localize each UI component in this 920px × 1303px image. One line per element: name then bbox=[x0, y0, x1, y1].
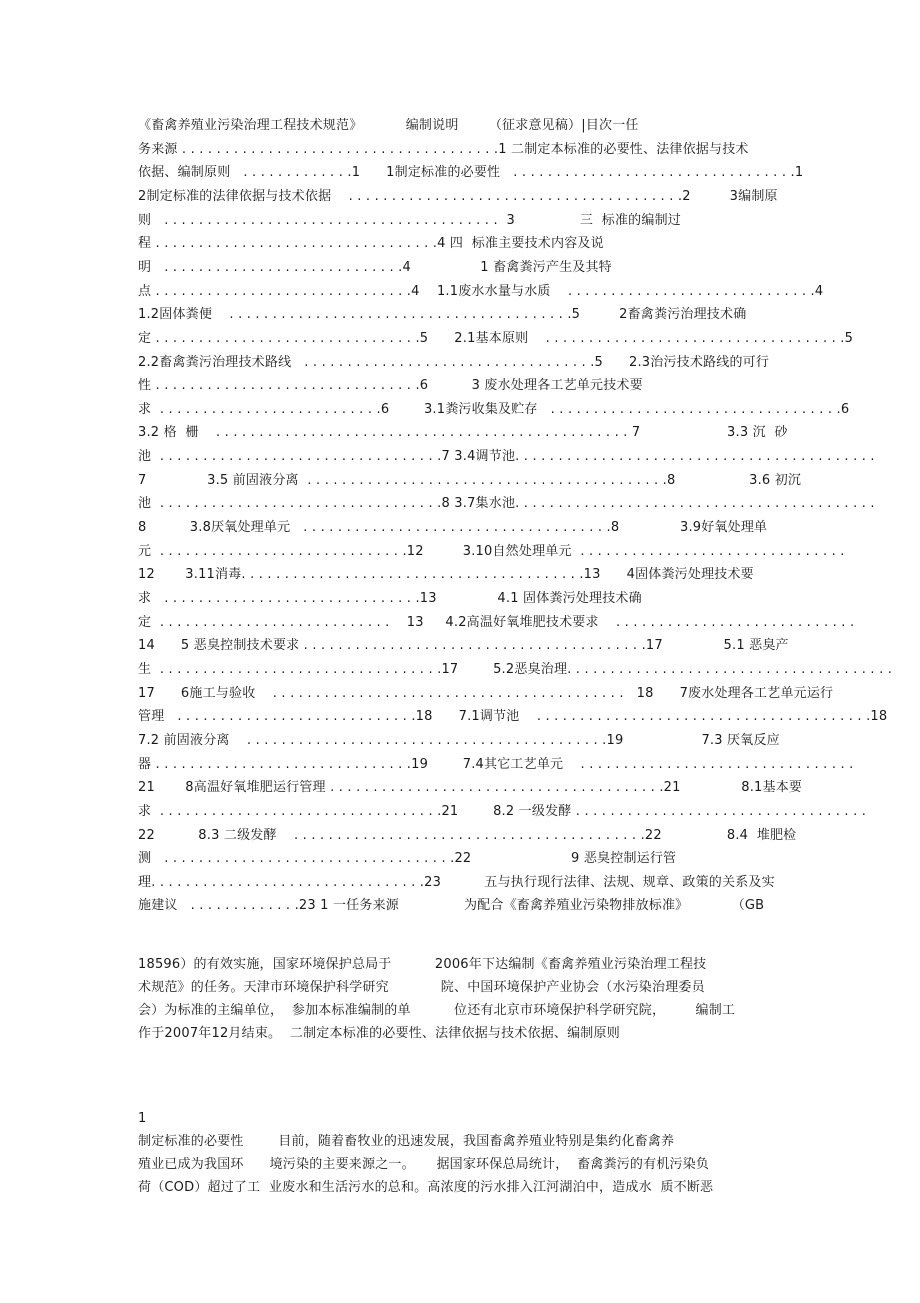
toc-line: 求 . . . . . . . . . . . . . . . . . . . . . . . . . . . . . .13 4.1 固体粪污处理技术确 bbox=[138, 591, 642, 606]
toc-line: 元 . . . . . . . . . . . . . . . . . . . . . . . . . . . . .12 3.10自然处理单元 . . . . . . . . . . . . . . . . . . . . . . . . . . . . . . . bbox=[138, 544, 845, 559]
toc-line: 8 3.8厌氧处理单元 . . . . . . . . . . . . . . . . . . . . . . . . . . . . . . . . . . . .8 3.9好氧处理单 bbox=[138, 520, 768, 535]
toc-line: 22 8.3 二级发酵 . . . . . . . . . . . . . . . . . . . . . . . . . . . . . . . . . . . . . . . . .22 8.4 堆肥检 bbox=[138, 828, 797, 843]
toc-line: 程 . . . . . . . . . . . . . . . . . . . . . . . . . . . . . . . . .4 四 标准主要技术内容及说 bbox=[138, 236, 604, 251]
body-line: 术规范》的任务。天津市环境保护科学研究 院、中国环境保护产业协会（水污染治理委员 bbox=[138, 980, 705, 995]
toc-line: 7 3.5 前固液分离 . . . . . . . . . . . . . . . . . . . . . . . . . . . . . . . . . . . . . . . . . .8 3.6 初沉 bbox=[138, 473, 802, 488]
toc-line: 则 . . . . . . . . . . . . . . . . . . . . . . . . . . . . . . . . . . . . . . . 3 三 标准的编制过 bbox=[138, 213, 681, 228]
toc-line: 定 . . . . . . . . . . . . . . . . . . . . . . . . . . . . . . .5 2.1基本原则 . . . . . . . . . . . . . . . . . . . . . . . . . . . . . . . . . . .5 bbox=[138, 331, 854, 346]
toc-line: 2.2畜禽粪污治理技术路线 . . . . . . . . . . . . . . . . . . . . . . . . . . . . . . . . . .5 2.3治污技术路线的可行 bbox=[138, 355, 770, 370]
toc-line: 测 . . . . . . . . . . . . . . . . . . . . . . . . . . . . . . . . . .22 9 恶臭控制运行管 bbox=[138, 851, 677, 866]
toc-line: 定 . . . . . . . . . . . . . . . . . . . . . . . . . . . 13 4.2高温好氧堆肥技术要求 . . . . . . . . . . . . . . . . . . . . . . . . . . . . bbox=[138, 615, 855, 630]
toc-line: 求 . . . . . . . . . . . . . . . . . . . . . . . . . .6 3.1粪污收集及贮存 . . . . . . . . . . . . . . . . . . . . . . . . . . . . . . . . . .6 bbox=[138, 402, 850, 417]
body-line: 制定标准的必要性 目前，随着畜牧业的迅速发展，我国畜禽养殖业特别是集约化畜禽养 bbox=[138, 1134, 675, 1149]
toc-line: 明 . . . . . . . . . . . . . . . . . . . . . . . . . . . .4 1 畜禽粪污产生及其特 bbox=[138, 260, 612, 275]
body-line: 18596）的有效实施，国家环境保护总局于 2006年下达编制《畜禽养殖业污染治理工程技 bbox=[138, 957, 707, 972]
toc-line: 理. . . . . . . . . . . . . . . . . . . . . . . . . . . . . . . .23 五与执行现行法律、法规、规章、政策的关系及实 bbox=[138, 875, 775, 890]
section-number: 1 bbox=[138, 1111, 147, 1126]
toc-line: 2制定标准的法律依据与技术依据 . . . . . . . . . . . . . . . . . . . . . . . . . . . . . . . . . . . . . . .2 3编制原 bbox=[138, 189, 778, 204]
toc-line: 3.2 格 栅 . . . . . . . . . . . . . . . . . . . . . . . . . . . . . . . . . . . . . . . . . . . . . . . . 7 3.3 沉 砂 bbox=[138, 425, 788, 440]
toc-line: 施建议 . . . . . . . . . . . . .23 1 一任务来源 为配合《畜禽养殖业污染物排放标准》 （GB bbox=[138, 898, 765, 913]
body-line: 荷（COD）超过了工 业废水和生活污水的总和。高浓度的污水排入江河湖泊中，造成水 质不断恶 bbox=[138, 1180, 714, 1195]
toc-line: 性 . . . . . . . . . . . . . . . . . . . . . . . . . . . . . . .6 3 废水处理各工艺单元技术要 bbox=[138, 378, 643, 393]
toc-line: 池 . . . . . . . . . . . . . . . . . . . . . . . . . . . . . . . . .7 3.4调节池. . . . . . . . . . . . . . . . . . . . . . . . . . . . . . . . . . . . . . . . . . bbox=[138, 449, 875, 464]
toc-line: 生 . . . . . . . . . . . . . . . . . . . . . . . . . . . . . . . . .17 5.2恶臭治理. . . . . . . . . . . . . . . . . . . . . . . . . . . . . . . . . . . . . . bbox=[138, 662, 893, 677]
toc-line: 1.2固体粪便 . . . . . . . . . . . . . . . . . . . . . . . . . . . . . . . . . . . . . . . .5 2畜禽粪污治理技术确 bbox=[138, 307, 747, 322]
toc-line: 务来源 . . . . . . . . . . . . . . . . . . . . . . . . . . . . . . . . . . . . .1 二制定本标准的必要性、法律依据与技术 bbox=[138, 142, 749, 157]
body-line: 会）为标准的主编单位， 参加本标准编制的单 位还有北京市环境保护科学研究院， 编制工 bbox=[138, 1003, 736, 1018]
toc-line: 7.2 前固液分离 . . . . . . . . . . . . . . . . . . . . . . . . . . . . . . . . . . . . . . . . . .19 7.3 厌氧反应 bbox=[138, 733, 780, 748]
toc-line: 17 6施工与验收 . . . . . . . . . . . . . . . . . . . . . . . . . . . . . . . . . . . . . . . . . 18 7废水处理各工艺单元运行 bbox=[138, 686, 834, 701]
toc-line: 《畜禽养殖业污染治理工程技术规范》 编制说明 （征求意见稿）|目次一任 bbox=[138, 118, 639, 133]
toc-line: 池 . . . . . . . . . . . . . . . . . . . . . . . . . . . . . . . . .8 3.7集水池. . . . . . . . . . . . . . . . . . . . . . . . . . . . . . . . . . . . . . . . . . bbox=[138, 496, 875, 511]
toc-line: 点 . . . . . . . . . . . . . . . . . . . . . . . . . . . . . .4 1.1废水水量与水质 . . . . . . . . . . . . . . . . . . . . . . . . . . . . .4 bbox=[138, 284, 824, 299]
toc-line: 管理 . . . . . . . . . . . . . . . . . . . . . . . . . . . .18 7.1调节池 . . . . . . . . . . . . . . . . . . . . . . . . . . . . . . . . . . . . . . .18 bbox=[138, 709, 888, 724]
toc-line: 21 8高温好氧堆肥运行管理 . . . . . . . . . . . . . . . . . . . . . . . . . . . . . . . . . . . . . . .21 8.1基本要 bbox=[138, 780, 803, 795]
toc-line: 12 3.11消毒. . . . . . . . . . . . . . . . . . . . . . . . . . . . . . . . . . . . . . . .13 4固体粪污处理技术要 bbox=[138, 567, 754, 582]
body-line: 殖业已成为我国环 境污染的主要来源之一。 据国家环保总局统计， 畜禽粪污的有机污染负 bbox=[138, 1157, 710, 1172]
toc-line: 器 . . . . . . . . . . . . . . . . . . . . . . . . . . . . . .19 7.4其它工艺单元 . . . . . . . . . . . . . . . . . . . . . . . . . . . . . . . . bbox=[138, 757, 854, 772]
toc-line: 求 . . . . . . . . . . . . . . . . . . . . . . . . . . . . . . . . .21 8.2 一级发酵 . . . . . . . . . . . . . . . . . . . . . . . . . . . . . . . . . . bbox=[138, 804, 867, 819]
body-line: 作于2007年12月结束。 二制定本标准的必要性、法律依据与技术依据、编制原则 bbox=[138, 1026, 620, 1041]
toc-line: 14 5 恶臭控制技术要求 . . . . . . . . . . . . . . . . . . . . . . . . . . . . . . . . . . . . . . . .17 5.1 恶臭产 bbox=[138, 638, 789, 653]
toc-line: 依据、编制原则 . . . . . . . . . . . . .1 1制定标准的必要性 . . . . . . . . . . . . . . . . . . . . . . . . . . . . . . . . .1 bbox=[138, 165, 804, 180]
